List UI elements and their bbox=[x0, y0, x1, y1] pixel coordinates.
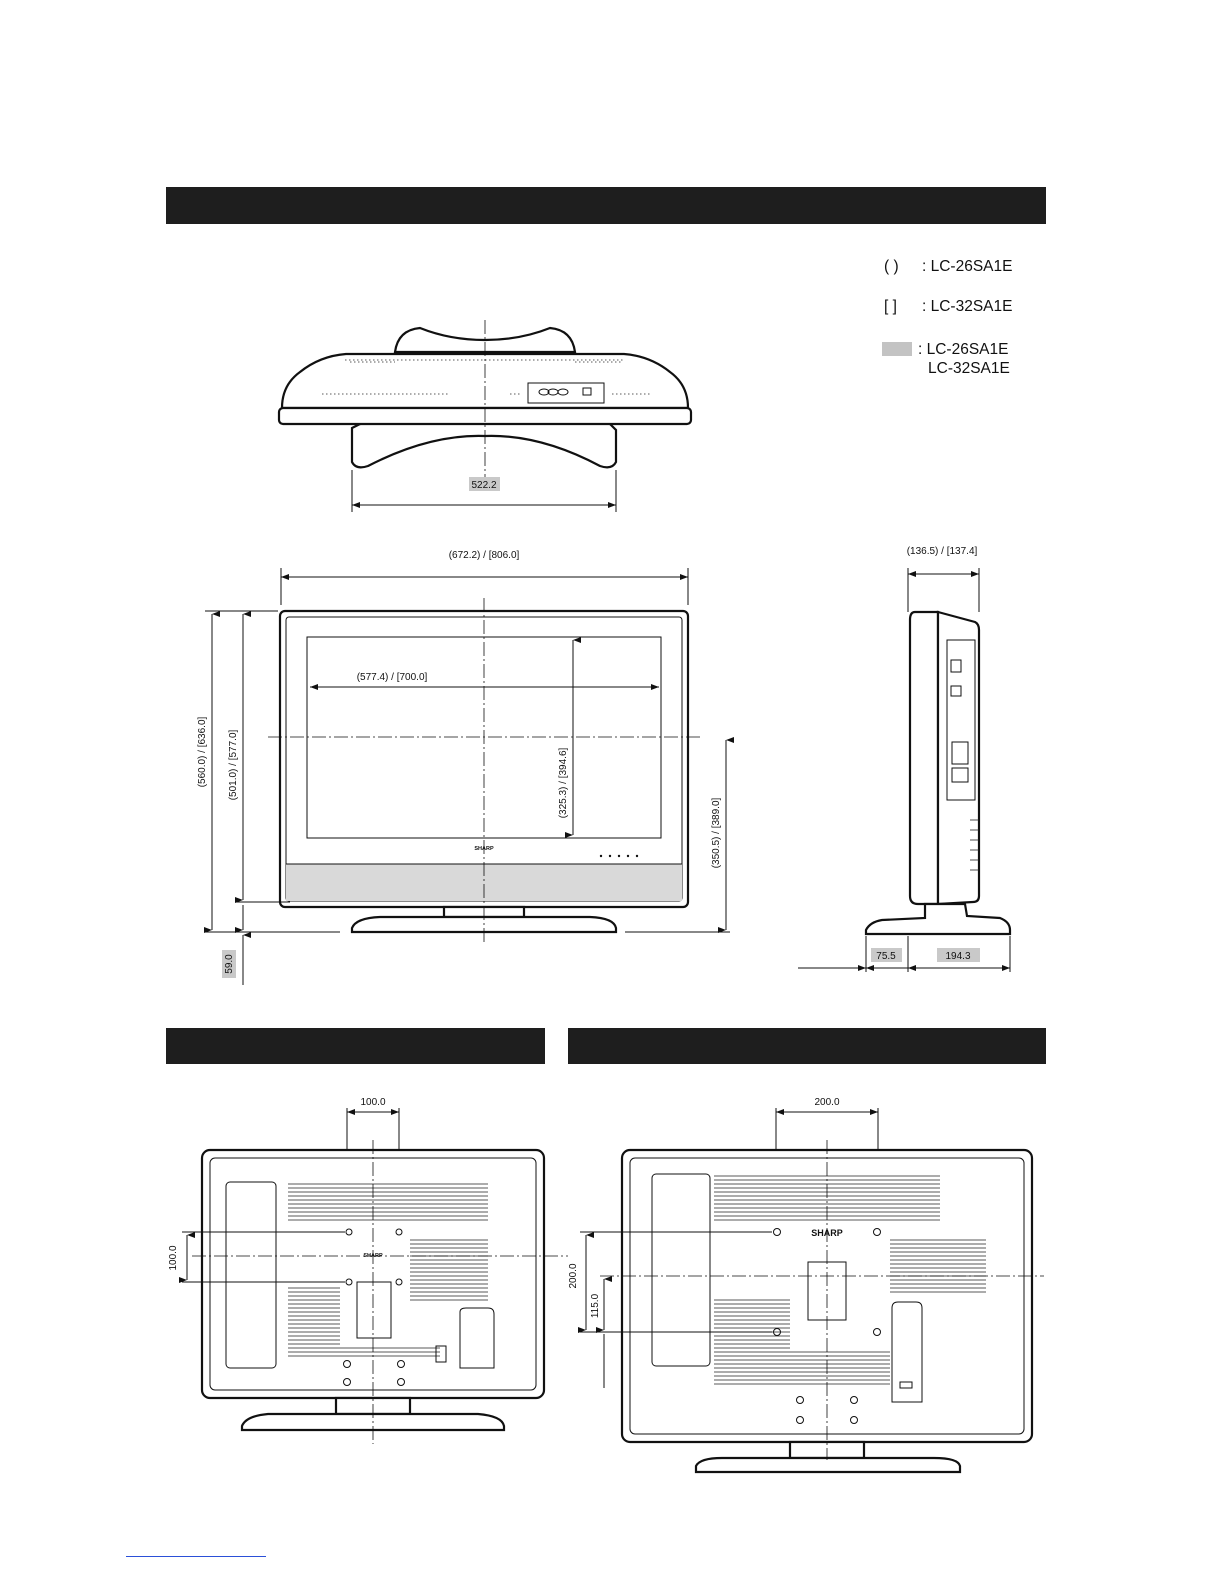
legend-round-label: : LC-26SA1E bbox=[922, 258, 1013, 275]
dim-base-height: 59.0 bbox=[224, 954, 235, 974]
legend-shaded-label1: : LC-26SA1E bbox=[918, 341, 1009, 358]
top-view bbox=[279, 320, 691, 512]
legend-shaded-label2: LC-32SA1E bbox=[928, 360, 1010, 377]
dim-vesa32-horizontal: 200.0 bbox=[814, 1097, 840, 1108]
dim-stand-back: 194.3 bbox=[945, 951, 971, 962]
legend-square-symbol: [ ] bbox=[884, 298, 897, 315]
dim-stand-front: 75.5 bbox=[876, 951, 896, 962]
rear32-brand-logo: SHARP bbox=[811, 1228, 843, 1238]
side-view bbox=[798, 546, 1010, 972]
dim-overall-width: (672.2) / [806.0] bbox=[448, 550, 520, 561]
dim-stand-depth: 522.2 bbox=[471, 480, 497, 491]
footer-link-underline[interactable] bbox=[126, 1556, 266, 1557]
rear-view-lc32 bbox=[568, 1097, 1044, 1472]
dim-screen-height: (325.3) / [394.6] bbox=[558, 747, 569, 819]
dim-screen-width: (577.4) / [700.0] bbox=[356, 672, 428, 683]
dim-vesa32-offset: 115.0 bbox=[590, 1293, 601, 1319]
rear-view-lc26 bbox=[168, 1097, 568, 1444]
dim-overall-height: (560.0) / [636.0] bbox=[197, 716, 208, 788]
dim-center-height: (350.5) / [389.0] bbox=[711, 797, 722, 869]
front-brand-logo: SHARP bbox=[474, 846, 494, 852]
front-view bbox=[197, 550, 730, 985]
dim-vesa26-vertical: 100.0 bbox=[168, 1245, 179, 1271]
legend-square-label: : LC-32SA1E bbox=[922, 298, 1013, 315]
dim-cabinet-height: (501.0) / [577.0] bbox=[228, 729, 239, 801]
dim-vesa32-vertical: 200.0 bbox=[568, 1263, 579, 1289]
dim-depth: (136.5) / [137.4] bbox=[906, 546, 978, 557]
rear26-brand-logo: SHARP bbox=[363, 1253, 383, 1259]
dim-vesa26-horizontal: 100.0 bbox=[360, 1097, 386, 1108]
legend-round-symbol: ( ) bbox=[884, 258, 899, 275]
